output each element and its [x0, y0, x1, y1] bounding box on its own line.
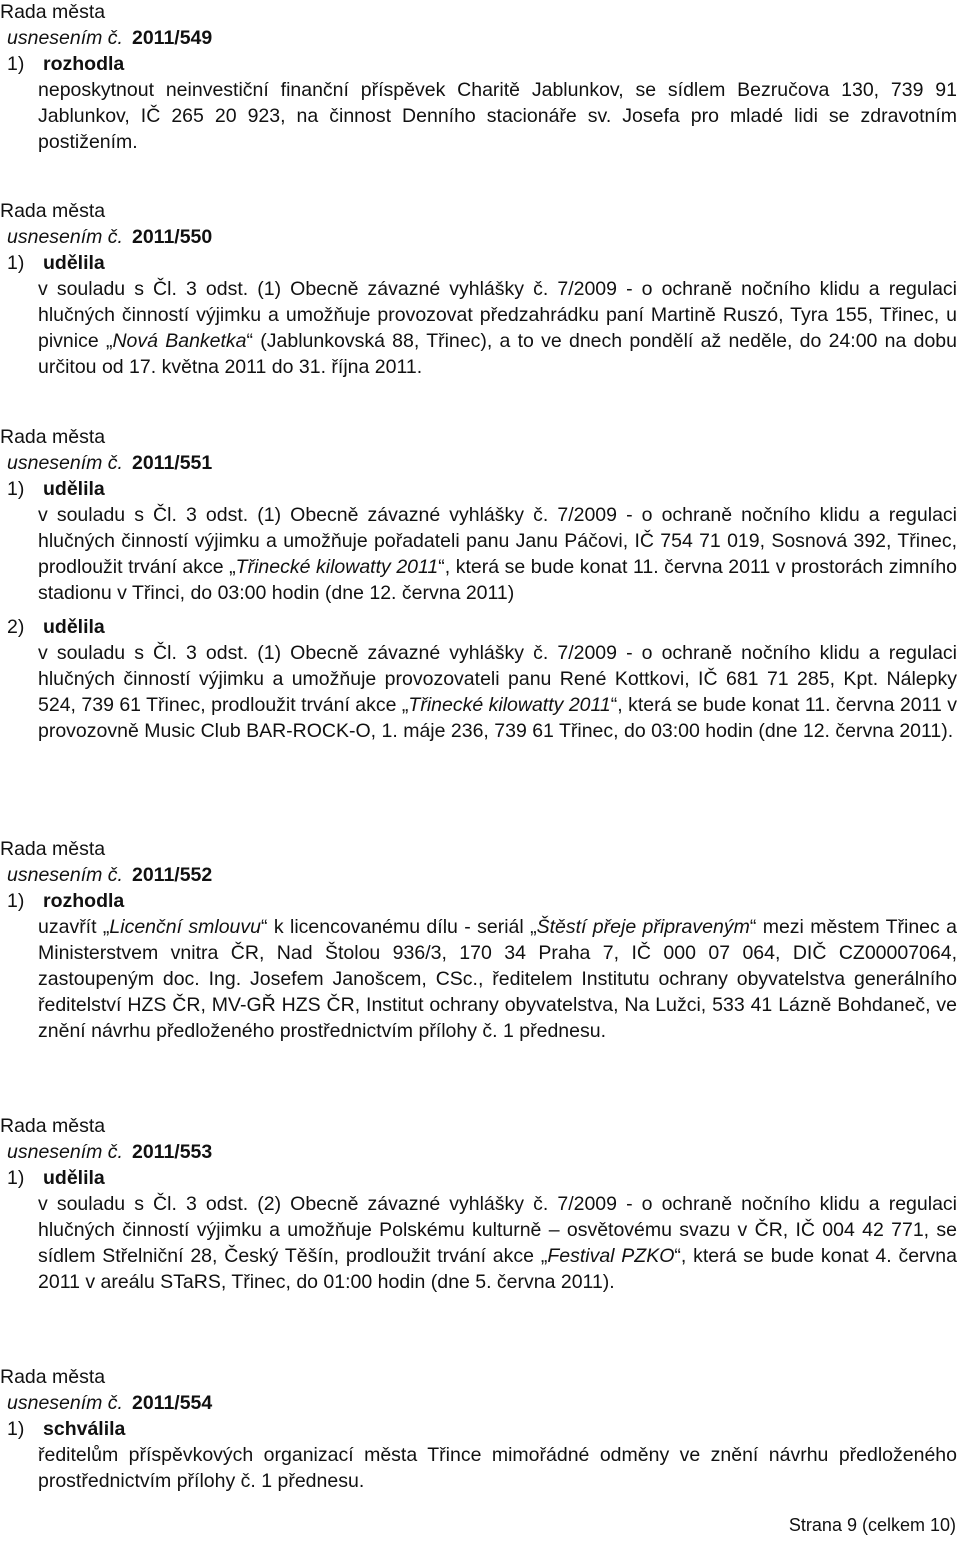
resolution-number — [0, 450, 960, 476]
action-verb: udělila — [43, 616, 105, 638]
resolution — [0, 198, 960, 380]
action-heading — [0, 1416, 960, 1442]
council-label: Rada města — [0, 1366, 106, 1388]
resolution-number-value: 2011/551 — [131, 452, 213, 474]
action-heading — [0, 888, 960, 914]
resolution-number — [0, 862, 960, 888]
action-number: 2) — [7, 616, 25, 638]
resolution — [0, 424, 960, 744]
council-label: Rada města — [0, 1115, 106, 1137]
action-heading — [0, 614, 960, 640]
resolution — [0, 1364, 960, 1494]
resolution-number — [0, 1390, 960, 1416]
action-number: 1) — [7, 1418, 25, 1440]
action-verb: rozhodla — [43, 890, 125, 912]
resolution-number-value: 2011/550 — [131, 226, 213, 248]
resolution — [0, 0, 960, 155]
action-text: ředitelům příspěvkových organizací města Třince mimořádné odměny ve znění návrhu předloženého prostřednictvím přílohy č. 1 přednesu. — [38, 1444, 957, 1492]
resolution — [0, 1113, 960, 1295]
action-heading — [0, 476, 960, 502]
resolution-number-value: 2011/553 — [131, 1141, 213, 1163]
action-number: 1) — [7, 53, 25, 75]
action-text: uzavřít „Licenční smlouvu“ k licencovanému dílu - seriál „Štěstí přeje připraveným“ mezi městem Třinec a Ministerstvem vnitra ČR, Nad Štolou 936/3, 170 34 Praha 7, IČ 000 07 064, DIČ CZ00007064, zastoupeným doc. Ing. Josefem Janošcem, CSc., ředitelem Institutu ochrany obyvatelstva generálního ředitelství HZS ČR, MV-GŘ HZS ČR, Institut ochrany obyvatelstva, Na Lužci, 533 41 Lázně Bohdaneč, ve znění návrhu předloženého prostřednictvím přílohy č. 1 přednesu. — [38, 916, 957, 1042]
resolution-label: usnesením č. — [7, 452, 123, 474]
resolution-label: usnesením č. — [7, 226, 123, 248]
resolution-number-value: 2011/554 — [131, 1392, 213, 1414]
resolution-label: usnesením č. — [7, 1141, 123, 1163]
resolution-number — [0, 1139, 960, 1165]
resolution-label: usnesením č. — [7, 1392, 123, 1414]
council-label: Rada města — [0, 1, 106, 23]
page-footer: Strana 9 (celkem 10) — [788, 1515, 956, 1535]
action-heading — [0, 1165, 960, 1191]
action-verb: udělila — [43, 1167, 105, 1189]
action-heading — [0, 250, 960, 276]
resolution-number-value: 2011/552 — [131, 864, 213, 886]
resolution-number — [0, 224, 960, 250]
resolution-label: usnesením č. — [7, 864, 123, 886]
council-label: Rada města — [0, 200, 106, 222]
action-verb: schválila — [43, 1418, 126, 1440]
council-label: Rada města — [0, 426, 106, 448]
resolution-number — [0, 25, 960, 51]
action-verb: udělila — [43, 478, 105, 500]
action-verb: rozhodla — [43, 53, 125, 75]
action-number: 1) — [7, 890, 25, 912]
resolution-label: usnesením č. — [7, 27, 123, 49]
action-text: neposkytnout neinvestiční finanční příspěvek Charitě Jablunkov, se sídlem Bezručova 130, 739 91 Jablunkov, IČ 265 20 923, na činnost Denního stacionáře sv. Josefa pro mladé lidi se zdravotním postižením. — [38, 79, 957, 153]
action-number: 1) — [7, 1167, 25, 1189]
action-number: 1) — [7, 478, 25, 500]
resolution-number-value: 2011/549 — [131, 27, 213, 49]
action-text: v souladu s Čl. 3 odst. (1) Obecně závazné vyhlášky č. 7/2009 - o ochraně nočního klidu a regulaci hlučných činností výjimku a umožňuje provozovat předzahrádku paní Martině Ruszó, Tyra 155, Třinec, u pivnice „Nová Banketka“ (Jablunkovská 88, Třinec), a to ve dnech pondělí až neděle, do 24:00 na dobu určitou od 17. května 2011 do 31. října 2011. — [38, 278, 957, 378]
action-number: 1) — [7, 252, 25, 274]
action-text: v souladu s Čl. 3 odst. (1) Obecně závazné vyhlášky č. 7/2009 - o ochraně nočního klidu a regulaci hlučných činností výjimku a umožňuje provozovateli panu René Kottkovi, IČ 681 71 285, Kpt. Nálepky 524, 739 61 Třinec, prodloužit trvání akce „Třinecké kilowatty 2011“, která se bude konat 11. června 2011 v provozovně Music Club BAR-ROCK-O, 1. máje 236, 739 61 Třinec, do 03:00 hodin (dne 12. června 2011). — [38, 642, 957, 742]
resolution — [0, 836, 960, 1044]
action-verb: udělila — [43, 252, 105, 274]
council-label: Rada města — [0, 838, 106, 860]
action-heading — [0, 51, 960, 77]
action-text: v souladu s Čl. 3 odst. (1) Obecně závazné vyhlášky č. 7/2009 - o ochraně nočního klidu a regulaci hlučných činností výjimku a umožňuje pořadateli panu Janu Páčovi, IČ 754 71 019, Sosnová 392, Třinec, prodloužit trvání akce „Třinecké kilowatty 2011“, která se bude konat 11. června 2011 v prostorách zimního stadionu v Třinci, do 03:00 hodin (dne 12. června 2011) — [38, 504, 958, 604]
action-text: v souladu s Čl. 3 odst. (2) Obecně závazné vyhlášky č. 7/2009 - o ochraně nočního klidu a regulaci hlučných činností výjimku a umožňuje Polskému kulturně – osvětovému svazu v ČR, IČ 004 42 771, se sídlem Střelniční 28, Český Těšín, prodloužit trvání akce „Festival PZKO“, která se bude konat 4. června 2011 v areálu STaRS, Třinec, do 01:00 hodin (dne 5. června 2011). — [38, 1193, 957, 1293]
